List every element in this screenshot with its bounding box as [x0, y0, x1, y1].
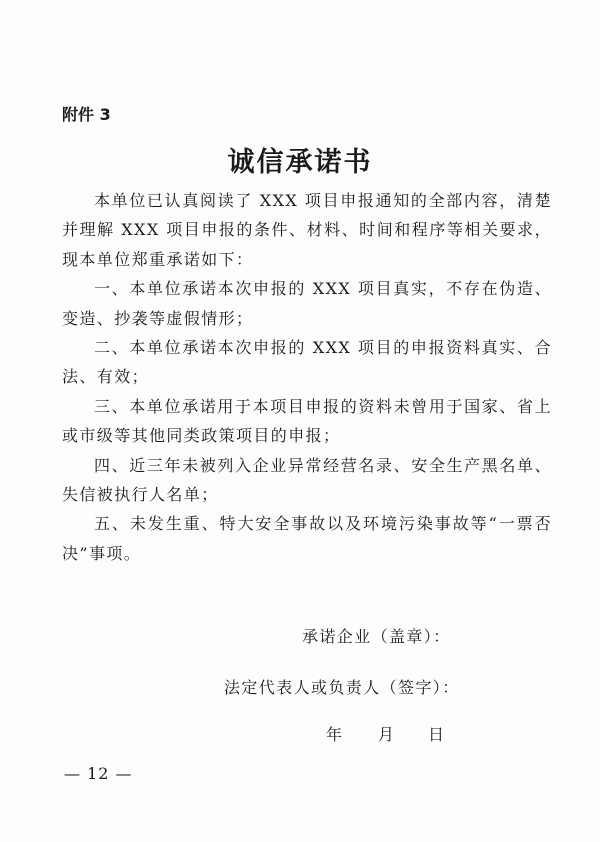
page-number: — 12 — [64, 764, 133, 783]
date-line [326, 722, 445, 745]
date-year-label: 年 [326, 725, 344, 744]
date-day-label: 日 [428, 725, 446, 744]
commitment-item-1: 一、本单位承诺本次申报的 XXX 项目真实，不存在伪造、变造、抄袭等虚假情形； [62, 279, 552, 328]
representative-signature-line: 法定代表人或负责人（签字）： [224, 678, 460, 697]
intro-paragraph: 本单位已认真阅读了 XXX 项目申报通知的全部内容，清楚并理解 XXX 项目申报的条件、材料、时间和程序等相关要求，现本单位郑重承诺如下： [62, 191, 552, 269]
commitment-item-2: 二、本单位承诺本次申报的 XXX 项目的申报资料真实、合法、有效； [62, 338, 552, 387]
commitment-item-4: 四、近三年未被列入企业异常经营名录、安全生产黑名单、失信被执行人名单； [62, 455, 552, 505]
document-title: 诚信承诺书 [227, 147, 373, 178]
document-body [62, 186, 552, 568]
attachment-label: 附件 3 [62, 105, 111, 124]
date-month-label: 月 [378, 725, 396, 744]
commitment-item-5: 五、未发生重、特大安全事故以及环境污染事故等“一票否决”事项。 [62, 514, 552, 563]
commitment-item-3: 三、本单位承诺用于本项目申报的资料未曾用于国家、省上或市级等其他同类政策项目的申报； [62, 396, 552, 446]
company-seal-line: 承诺企业（盖章）： [302, 627, 451, 646]
